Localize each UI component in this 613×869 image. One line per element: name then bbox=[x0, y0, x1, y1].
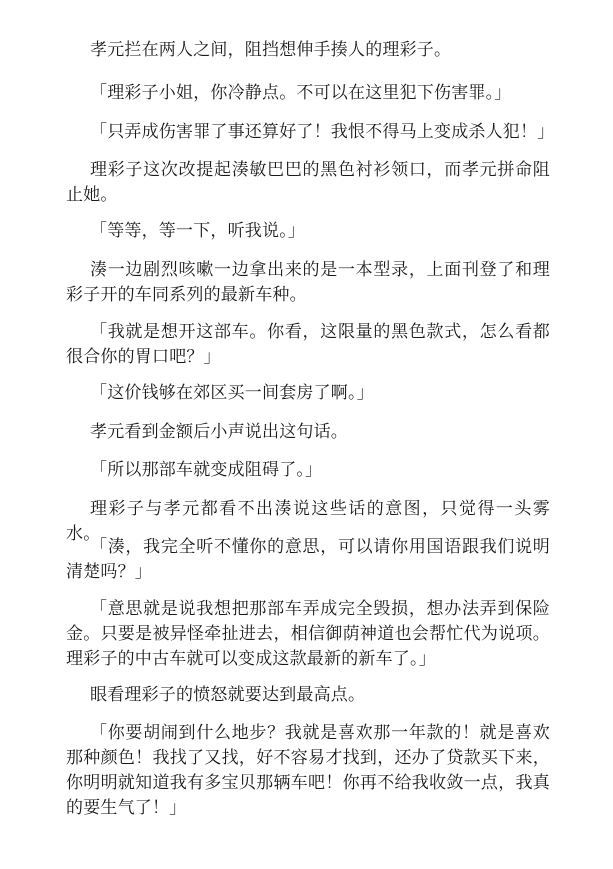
paragraph-12: 「湊，我完全听不懂你的意思，可以请你用国语跟我们说明清楚吗？」 bbox=[66, 537, 550, 582]
paragraph-9: 孝元看到金额后小声说出这句话。 bbox=[90, 422, 348, 442]
paragraph-7: 「我就是想开这部车。你看，这限量的黑色款式，怎么看都很合你的胃口吧？」 bbox=[66, 322, 550, 367]
paragraph-6: 湊一边剧烈咳嗽一边拿出来的是一本型录，上面刊登了和理彩子开的车同系列的最新车种。 bbox=[66, 260, 550, 305]
paragraph-14: 眼看理彩子的愤怒就要达到最高点。 bbox=[90, 685, 366, 705]
paragraph-8: 「这价钱够在郊区买一间套房了啊。」 bbox=[90, 383, 374, 403]
paragraph-4: 理彩子这次改提起湊敏巴巴的黑色衬衫领口，而孝元拼命阻止她。 bbox=[66, 160, 550, 205]
paragraph-10: 「所以那部车就变成阻碍了。」 bbox=[90, 460, 323, 480]
paragraph-2: 「理彩子小姐，你冷静点。不可以在这里犯下伤害罪。」 bbox=[90, 83, 512, 103]
paragraph-5: 「等等，等一下，听我说。」 bbox=[90, 221, 306, 241]
paragraph-3: 「只弄成伤害罪了事还算好了！我恨不得马上变成杀人犯！」 bbox=[90, 122, 555, 142]
paragraph-1: 孝元拦在两人之间，阻挡想伸手揍人的理彩子。 bbox=[90, 40, 452, 60]
paragraph-13: 「意思就是说我想把那部车弄成完全毁损，想办法弄到保险金。只要是被异怪牵扯进去，相信御荫神道也会帮忙代为说项。理彩子的中古车就可以变成这款最新的新车了。」 bbox=[66, 599, 550, 669]
paragraph-11: 理彩子与孝元都看不出湊说这些话的意图，只觉得一头雾水。 bbox=[66, 499, 550, 544]
paragraph-15: 「你要胡闹到什么地步？我就是喜欢那一年款的！就是喜欢那种颜色！我找了又找，好不容易才找到，还办了贷款买下来，你明明就知道我有多宝贝那辆车吧！你再不给我收敛一点，我真的要生气了！」 bbox=[66, 723, 550, 818]
